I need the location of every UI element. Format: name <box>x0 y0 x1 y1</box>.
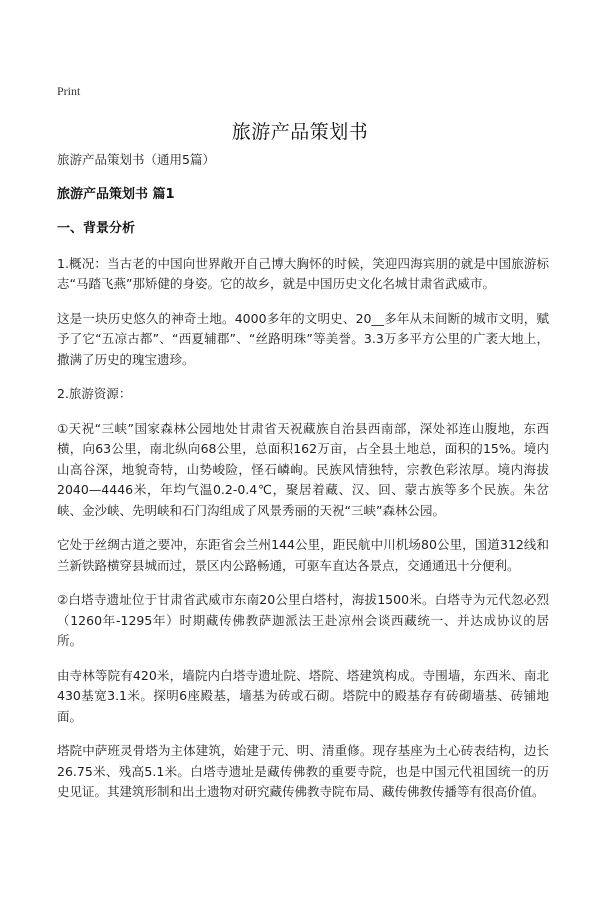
paragraph-tianzhu-park: ①天祝“三峡”国家森林公园地处甘肃省天祝藏族自治县西南部，深处祁连山腹地，东西横，向63公里，南北纵向68公里，总面积162万亩，占全县土地总，面积的15%。境内山高谷深，地貌奇特，山势峻险，怪石嶙峋。民族风情独特，宗教色彩浓厚。境内海拔2040—4446米，年均气温0.2-0.4℃，聚居着藏、汉、回、蒙古族等多个民族。朱岔峡、金沙峡、先明峡和石门沟组成了风景秀丽的天祝“三峡”森林公园。 <box>57 420 549 518</box>
section-heading: 一、背景分析 <box>57 221 136 236</box>
paragraph-transport: 它处于丝绸古道之要冲，东距省会兰州144公里，距民航中川机场80公里，国道312线和兰新铁路横穿县城而过，景区内公路畅通，可驱车直达各景点，交通通迅十分便利。 <box>57 537 549 573</box>
paragraph-history: 这是一块历史悠久的神奇土地。4000多年的文明史、20__多年从未间断的城市文明，赋予了它“五凉古都”、“西夏辅郡”、“丝路明珠”等美誉。3.3万多平方公里的广袤大地上，撒满了历史的瑰宝遗珍。 <box>57 310 549 367</box>
document-subtitle: 旅游产品策划书（通用5篇） <box>57 152 215 167</box>
paragraph-resources-heading: 2.旅游资源： <box>57 386 132 401</box>
paragraph-temple-layout: 由寺林等院有420米，墙院内白塔寺遗址院、塔院、塔建筑构成。寺围墙，东西米、南北430基宽3.1米。探明6座殿基，墙基为砖或石砌。塔院中的殿基存有砖砌墙基、砖铺地面。 <box>57 667 549 724</box>
paragraph-baita-temple: ②白塔寺遗址位于甘肃省武威市东南20公里白塔村，海拔1500米。白塔寺为元代忽必烈（1260年-1295年）时期藏传佛教萨迦派法王赴凉州会谈西藏统一、并达成协议的居所。 <box>57 592 549 648</box>
print-label: Print <box>57 84 81 98</box>
document-body <box>57 150 549 817</box>
paragraph-stupa: 塔院中萨班灵骨塔为主体建筑，始建于元、明、清重修。现存基座为土心砖表结构，边长26.75米、残高5.1米。白塔寺遗址是藏传佛教的重要寺院，也是中国元代祖国统一的历史见证。其建筑形制和出土遗物对研究藏传佛教寺院布局、藏传佛教传播等有很高价值。 <box>57 743 549 799</box>
document-title: 旅游产品策划书 <box>231 121 369 143</box>
article-heading: 旅游产品策划书 篇1 <box>57 186 175 202</box>
paragraph-overview: 1.概况：当古老的中国向世界敞开自己博大胸怀的时候，笑迎四海宾朋的就是中国旅游标志“马踏飞燕”那矫健的身姿。它的故乡，就是中国历史文化名城甘肃省武威市。 <box>57 255 549 291</box>
